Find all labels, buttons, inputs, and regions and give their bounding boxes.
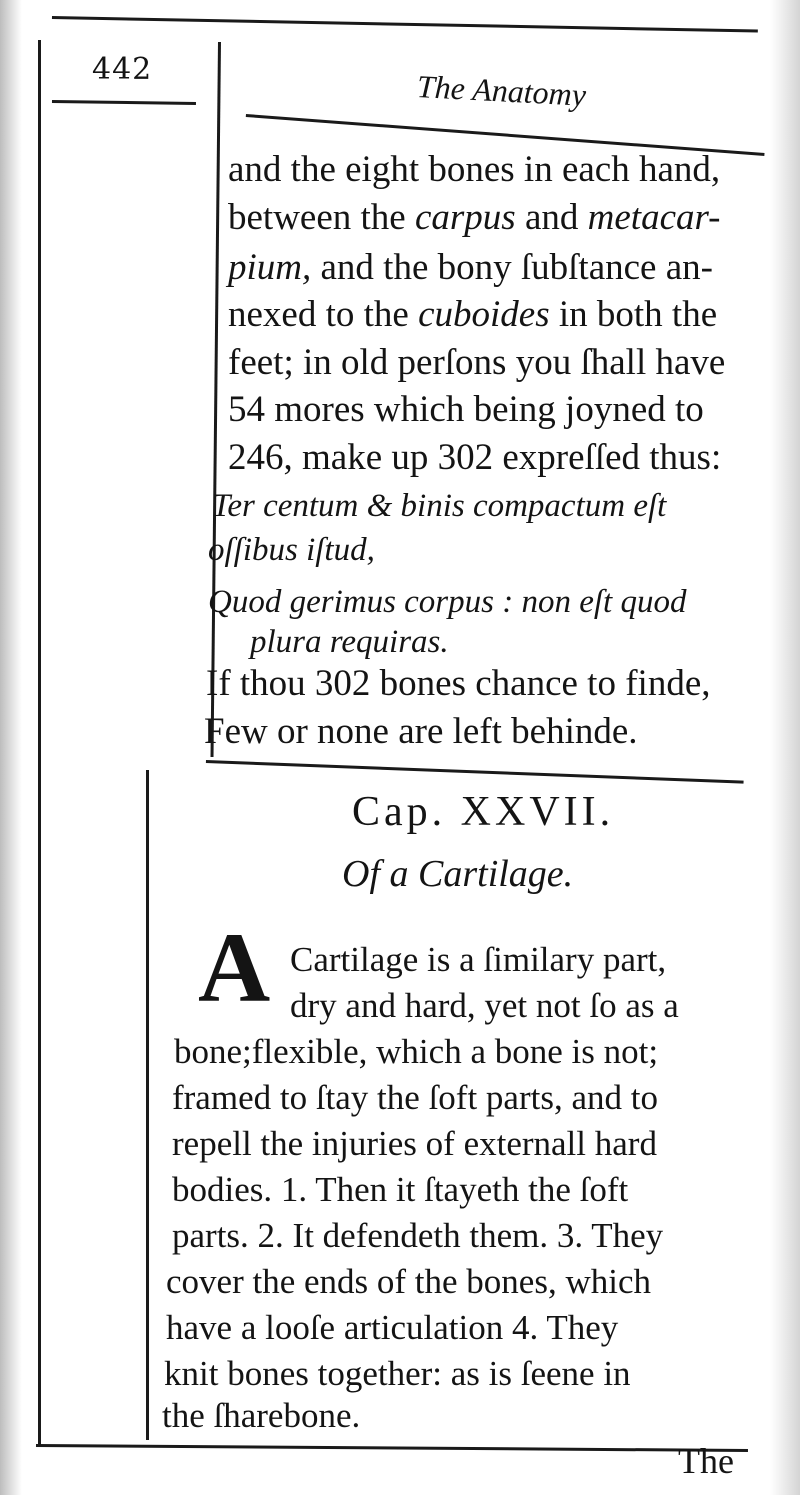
left-margin-rule bbox=[38, 40, 41, 1445]
text-line bbox=[228, 248, 713, 288]
body-line: knit bones together: as is ſeene in bbox=[164, 1354, 631, 1393]
italic-text: carpus bbox=[414, 197, 516, 238]
body-line: parts. 2. It defendeth them. 3. They bbox=[172, 1216, 664, 1255]
chapter-heading: Cap. XXVII. bbox=[352, 789, 615, 835]
text-line bbox=[228, 150, 720, 190]
body-line: cover the ends of the bones, which bbox=[166, 1262, 651, 1301]
italic-text: pium, bbox=[228, 247, 312, 288]
body-line: bone;flexible, which a bone is not; bbox=[174, 1032, 659, 1071]
text-line bbox=[250, 622, 449, 662]
drop-cap: A bbox=[198, 912, 271, 1023]
text-segment: and the bony ſubſtance an- bbox=[311, 247, 713, 288]
top-rule bbox=[52, 16, 758, 33]
section-divider-rule bbox=[206, 760, 744, 784]
text-line bbox=[204, 712, 638, 752]
italic-text: cuboides bbox=[418, 294, 550, 335]
text-segment: 54 mores which being joyned to bbox=[228, 389, 704, 430]
catchword: The bbox=[678, 1441, 734, 1481]
body-line: bodies. 1. Then it ſtayeth the ſoft bbox=[172, 1170, 629, 1209]
chapter-subheading: Of a Cartilage. bbox=[342, 853, 574, 895]
bottom-rule bbox=[36, 1444, 748, 1452]
body-line: Cartilage is a ſimilary part, bbox=[290, 940, 667, 979]
text-segment: Few or none are left behinde. bbox=[204, 711, 638, 752]
text-segment: and the eight bones in each hand, bbox=[228, 149, 721, 190]
text-line bbox=[208, 530, 375, 570]
italic-text: Ter centum & binis compactum eſt bbox=[212, 488, 667, 524]
text-line bbox=[228, 438, 721, 478]
text-line bbox=[206, 664, 711, 704]
page-edge-shadow bbox=[770, 0, 800, 1495]
page-number: 442 bbox=[92, 52, 153, 87]
text-segment: 246, make up 302 expreſſed thus: bbox=[228, 437, 722, 478]
text-line bbox=[228, 390, 704, 430]
text-segment: between the bbox=[228, 197, 415, 238]
text-segment: and bbox=[515, 197, 588, 238]
text-line bbox=[212, 486, 666, 526]
text-segment: nexed to the bbox=[228, 294, 419, 335]
body-line: framed to ſtay the ſoft parts, and to bbox=[172, 1078, 658, 1117]
column-rule-lower bbox=[146, 770, 149, 1440]
body-line: the ſharebone. bbox=[162, 1396, 361, 1435]
column-rule-upper bbox=[211, 42, 221, 757]
text-segment: in both the bbox=[549, 294, 718, 335]
text-line bbox=[208, 582, 686, 622]
page-gutter-shadow bbox=[0, 0, 22, 1495]
page-number-underline bbox=[52, 100, 196, 105]
italic-text: plura requiras. bbox=[250, 624, 449, 660]
body-line: repell the injuries of externall hard bbox=[172, 1124, 657, 1163]
italic-text: Quod gerimus corpus : non eſt quod bbox=[208, 584, 687, 620]
italic-text: metacar- bbox=[587, 197, 721, 238]
text-line bbox=[228, 343, 725, 383]
text-line bbox=[228, 295, 717, 335]
body-line: have a looſe articulation 4. They bbox=[166, 1308, 619, 1347]
text-segment: If thou 302 bones chance to finde, bbox=[206, 663, 711, 704]
body-line: dry and hard, yet not ſo as a bbox=[290, 986, 679, 1025]
italic-text: oſſibus iſtud, bbox=[208, 532, 375, 568]
text-line bbox=[228, 198, 720, 238]
text-segment: feet; in old perſons you ſhall have bbox=[228, 342, 726, 383]
running-head: The Anatomy bbox=[416, 68, 587, 113]
